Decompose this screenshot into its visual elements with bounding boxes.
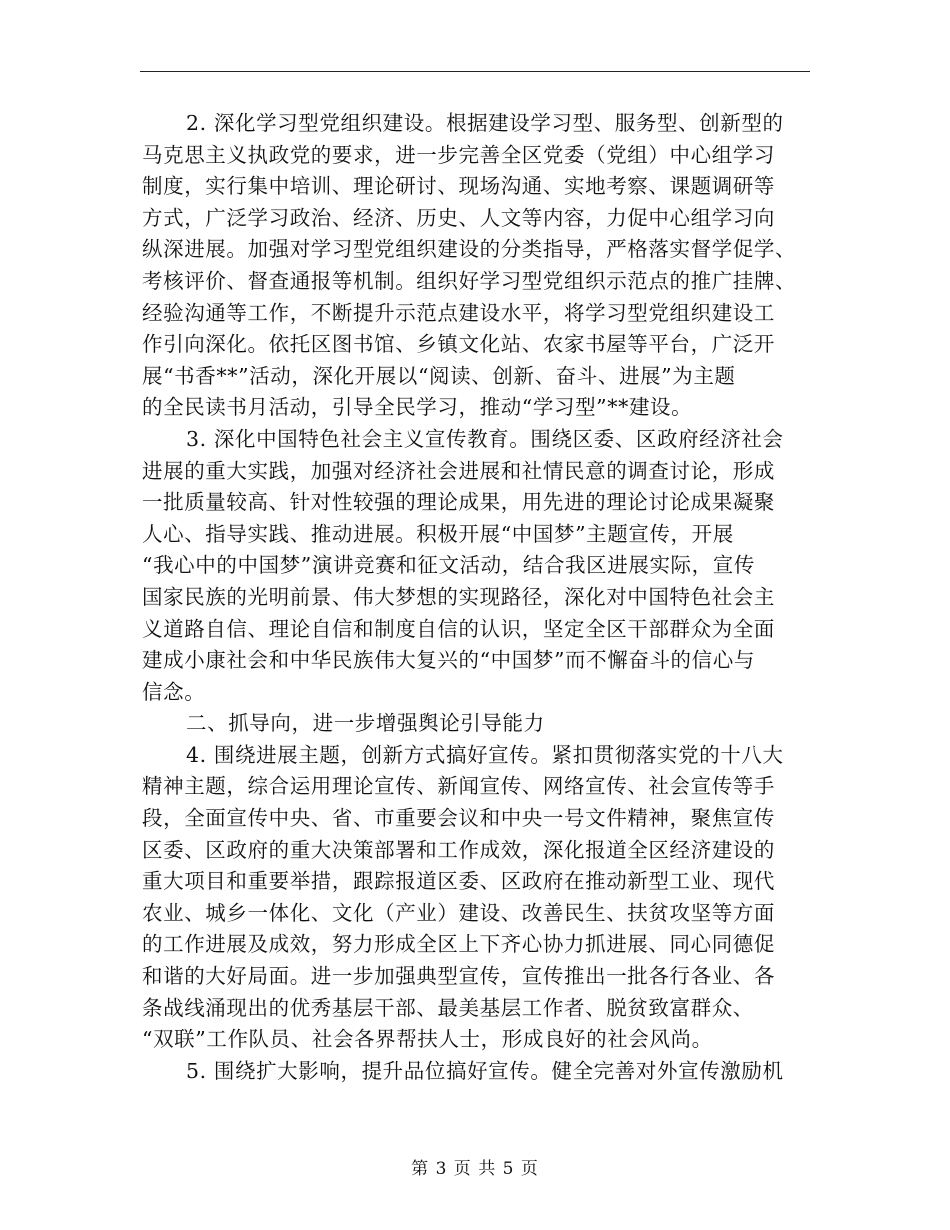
paragraph-4-line-5: 重大项目和重要举措，跟踪报道区委、区政府在推动新型工业、现代 (142, 869, 775, 894)
paragraph-2-line-2: 马克思主义执政党的要求，进一步完善全区党委（党组）中心组学习 (142, 142, 775, 167)
paragraph-4-line-7: 的工作进展及成效，努力形成全区上下齐心协力抓进展、同心同德促 (142, 932, 775, 957)
paragraph-4-line-6: 农业、城乡一体化、文化（产业）建设、改善民生、扶贫攻坚等方面 (142, 900, 775, 925)
header-rule (140, 71, 810, 72)
paragraph-3-line-2: 进展的重大实践，加强对经济社会进展和社情民意的调查讨论，形成 (142, 458, 775, 483)
paragraph-3-line-4: 人心、指导实践、推动进展。积极开展“中国梦”主题宣传，开展 (142, 521, 734, 546)
paragraph-4-line-9: 条战线涌现出的优秀基层干部、最美基层工作者、脱贫致富群众、 (142, 995, 754, 1020)
paragraph-4-line-1: 4. 围绕进展主题，创新方式搞好宣传。紧扣贯彻落实党的十八大 (186, 742, 784, 767)
section-heading: 二、抓导向，进一步增强舆论引导能力 (186, 711, 545, 736)
paragraph-2-line-8: 作引向深化。依托区图书馆、乡镇文化站、农家书屋等平台，广泛开 (142, 332, 775, 357)
paragraph-4-line-10: “双联”工作队员、社会各界帮扶人士，形成良好的社会风尚。 (142, 1027, 713, 1052)
paragraph-2-line-10: 的全民读书月活动，引导全民学习，推动“学习型”**建设。 (142, 395, 693, 420)
paragraph-2-line-4: 方式，广泛学习政治、经济、历史、人文等内容，力促中心组学习向 (142, 205, 775, 230)
paragraph-4-line-8: 和谐的大好局面。进一步加强典型宣传，宣传推出一批各行各业、各 (142, 964, 775, 989)
paragraph-3-line-6: 国家民族的光明前景、伟大梦想的实现路径，深化对中国特色社会主 (142, 584, 775, 609)
paragraph-3-line-8: 建成小康社会和中华民族伟大复兴的“中国梦”而不懈奋斗的信心与 (142, 648, 755, 673)
paragraph-4-line-2: 精神主题，综合运用理论宣传、新闻宣传、网络宣传、社会宣传等手 (142, 774, 775, 799)
paragraph-2-line-3: 制度，实行集中培训、理论研讨、现场沟通、实地考察、课题调研等 (142, 174, 775, 199)
document-body (142, 108, 814, 1087)
paragraph-3-line-5: “我心中的中国梦”演讲竞赛和征文活动，结合我区进展实际，宣传 (142, 553, 755, 578)
paragraph-2-line-6: 考核评价、督查通报等机制。组织好学习型党组织示范点的推广挂牌、 (142, 268, 797, 293)
paragraph-3-line-9: 信念。 (142, 679, 206, 704)
paragraph-2-line-5: 纵深进展。加强对学习型党组织建设的分类指导，严格落实督学促学、 (142, 237, 797, 262)
paragraph-2-line-1: 2. 深化学习型党组织建设。根据建设学习型、服务型、创新型的 (186, 111, 784, 135)
paragraph-2-line-9: 展“书香**”活动，深化开展以“阅读、创新、奋斗、进展”为主题 (142, 363, 736, 388)
paragraph-3-line-1: 3. 深化中国特色社会主义宣传教育。围绕区委、区政府经济社会 (186, 426, 784, 451)
paragraph-3-line-7: 义道路自信、理论自信和制度自信的认识，坚定全区干部群众为全面 (142, 616, 775, 641)
paragraph-5-line-1: 5. 围绕扩大影响，提升品位搞好宣传。健全完善对外宣传激励机 (186, 1058, 784, 1083)
paragraph-3-line-3: 一批质量较高、针对性较强的理论成果，用先进的理论讨论成果凝聚 (142, 490, 775, 515)
page-number: 第 3 页 共 5 页 (411, 1159, 539, 1179)
paragraph-2-line-7: 经验沟通等工作，不断提升示范点建设水平，将学习型党组织建设工 (142, 300, 775, 325)
paragraph-4-line-4: 区委、区政府的重大决策部署和工作成效，深化报道全区经济建设的 (142, 837, 775, 862)
paragraph-4-line-3: 段，全面宣传中央、省、市重要会议和中央一号文件精神，聚焦宣传 (142, 806, 775, 831)
